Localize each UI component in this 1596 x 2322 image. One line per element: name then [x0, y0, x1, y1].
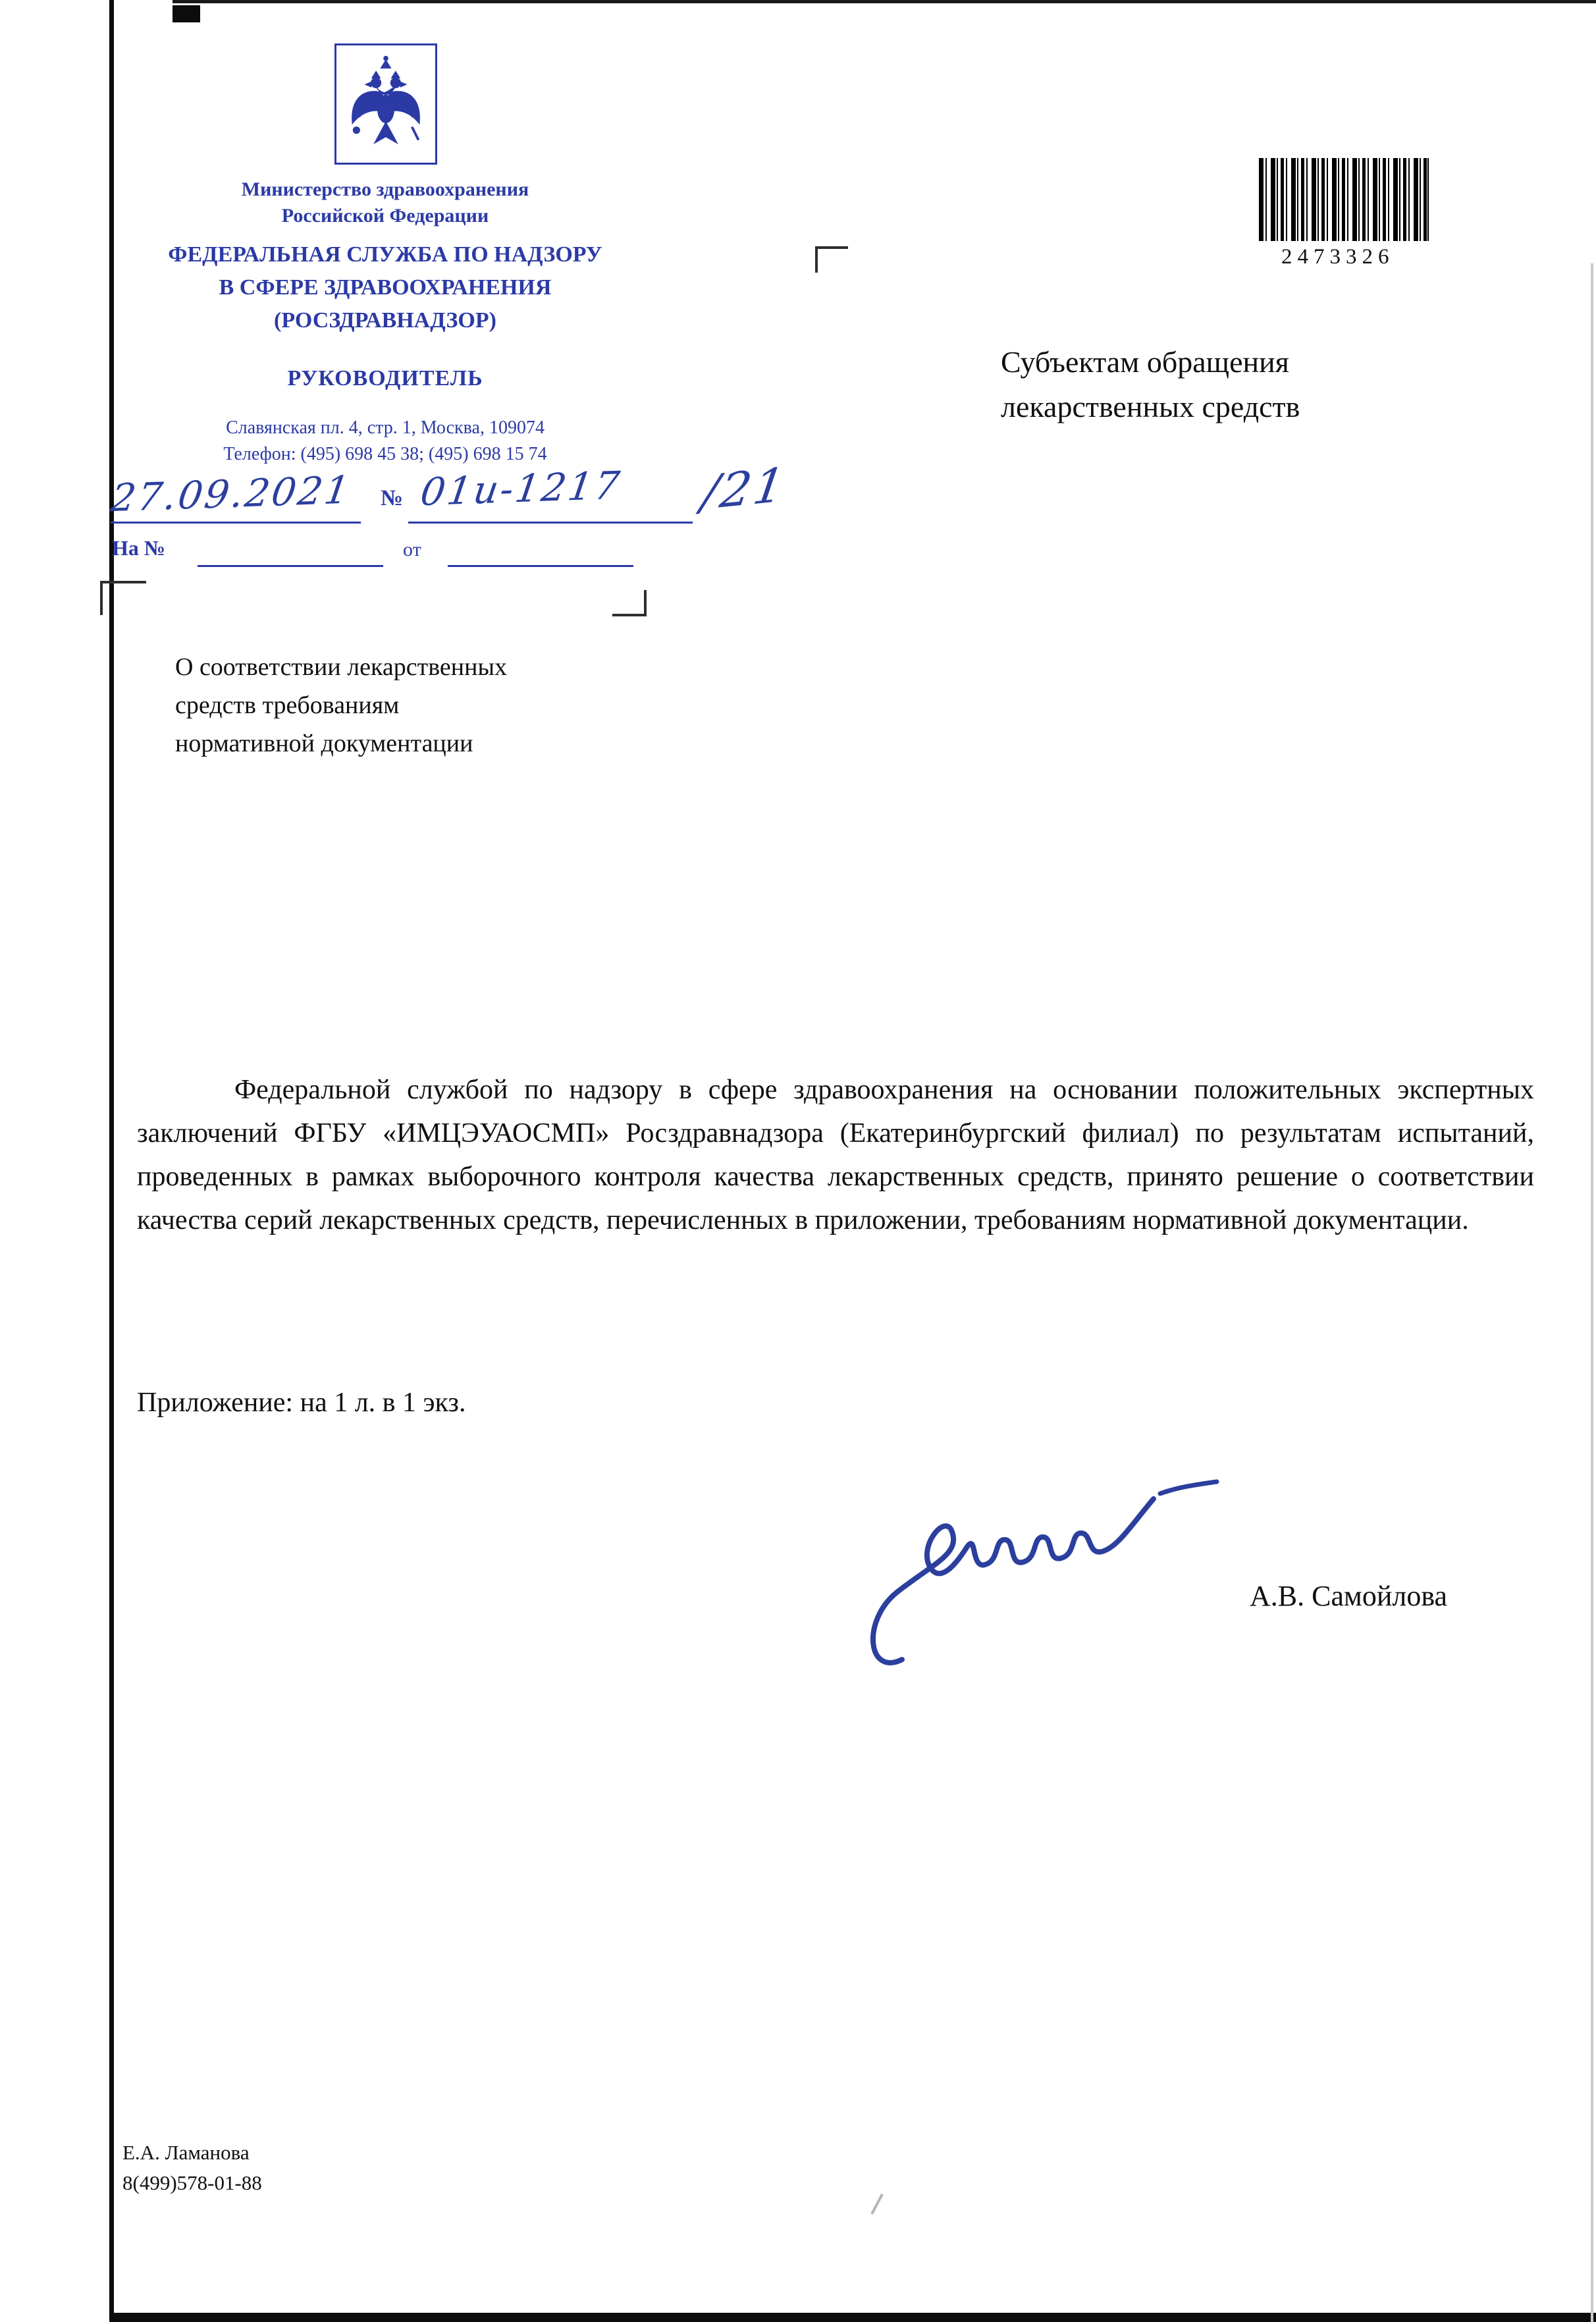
scan-corner-blot [173, 5, 200, 22]
ministry-line-2: Российской Федерации [281, 205, 489, 227]
number-underline [408, 522, 693, 524]
incoming-date-label: от [403, 539, 421, 560]
corner-mark-top [815, 246, 848, 273]
handwritten-number: 01и-1217 [417, 462, 625, 515]
addressee-line-2: лекарственных средств [1001, 390, 1300, 423]
service-line-3: (РОСЗДРАВНАДЗОР) [274, 308, 496, 333]
coat-of-arms-box [334, 43, 437, 165]
date-underline [111, 522, 361, 524]
org-contacts [99, 415, 672, 468]
corner-mark-left [100, 581, 146, 615]
double-headed-eagle-icon [345, 55, 427, 153]
subject-block [175, 648, 507, 763]
signer-name: А.В. Самойлова [1250, 1580, 1448, 1612]
incoming-number-label: На № [112, 536, 166, 560]
service-line-2: В СФЕРЕ ЗДРАВООХРАНЕНИЯ [219, 275, 552, 300]
body-paragraph: Федеральной службой по надзору в сфере здравоохранения на основании положительных экспертных заключений ФГБУ «ИМЦЭУАОСМП» Росздравнадзора (Екатеринбургский филиал) по результатам испытаний, проведенных в рамках выборочного контроля качества лекарственных средств, принято решение о соответствии качества серий лекарственных средств, перечисленных в приложении, требованиям нормативной документации. [137, 1075, 1534, 1235]
addressee-line-1: Субъектам обращения [1001, 345, 1289, 379]
ministry-line-1: Министерство здравоохранения [241, 178, 529, 200]
executor-phone: 8(499)578-01-88 [122, 2171, 262, 2194]
attachment-note: Приложение: на 1 л. в 1 экз. [137, 1388, 466, 1418]
subject-line-1: О соответствии лекарственных [175, 653, 508, 681]
scan-smudge [870, 2194, 883, 2215]
subject-line-3: нормативной документации [175, 730, 473, 757]
service-line-1: ФЕДЕРАЛЬНАЯ СЛУЖБА ПО НАДЗОРУ [168, 242, 602, 267]
scan-edge-right [1591, 263, 1593, 2322]
executor-block [122, 2138, 262, 2198]
barcode-number: 2473326 [1281, 245, 1395, 269]
incoming-number-line [198, 565, 383, 567]
scan-edge-top [173, 0, 1596, 3]
corner-mark-right [612, 590, 647, 616]
org-address: Славянская пл. 4, стр. 1, Москва, 109074 [226, 418, 545, 438]
ministry-name [99, 176, 672, 229]
executor-name: Е.А. Ламанова [122, 2141, 250, 2164]
scan-edge-left [109, 0, 114, 2322]
handwritten-signature [856, 1455, 1225, 1679]
barcode [1259, 158, 1429, 241]
incoming-date-line [448, 565, 633, 567]
role-title: РУКОВОДИТЕЛЬ [287, 366, 483, 391]
handwritten-date: 27.09.2021 [108, 467, 354, 521]
handwritten-number-suffix: /21 [698, 456, 791, 521]
number-sign: № [381, 486, 404, 510]
federal-service-name [99, 238, 672, 337]
org-phone: Телефон: (495) 698 45 38; (495) 698 15 74 [223, 444, 547, 464]
subject-line-2: средств требованиям [175, 691, 400, 719]
scan-edge-bottom [109, 2313, 1596, 2322]
addressee-block [1001, 340, 1300, 429]
